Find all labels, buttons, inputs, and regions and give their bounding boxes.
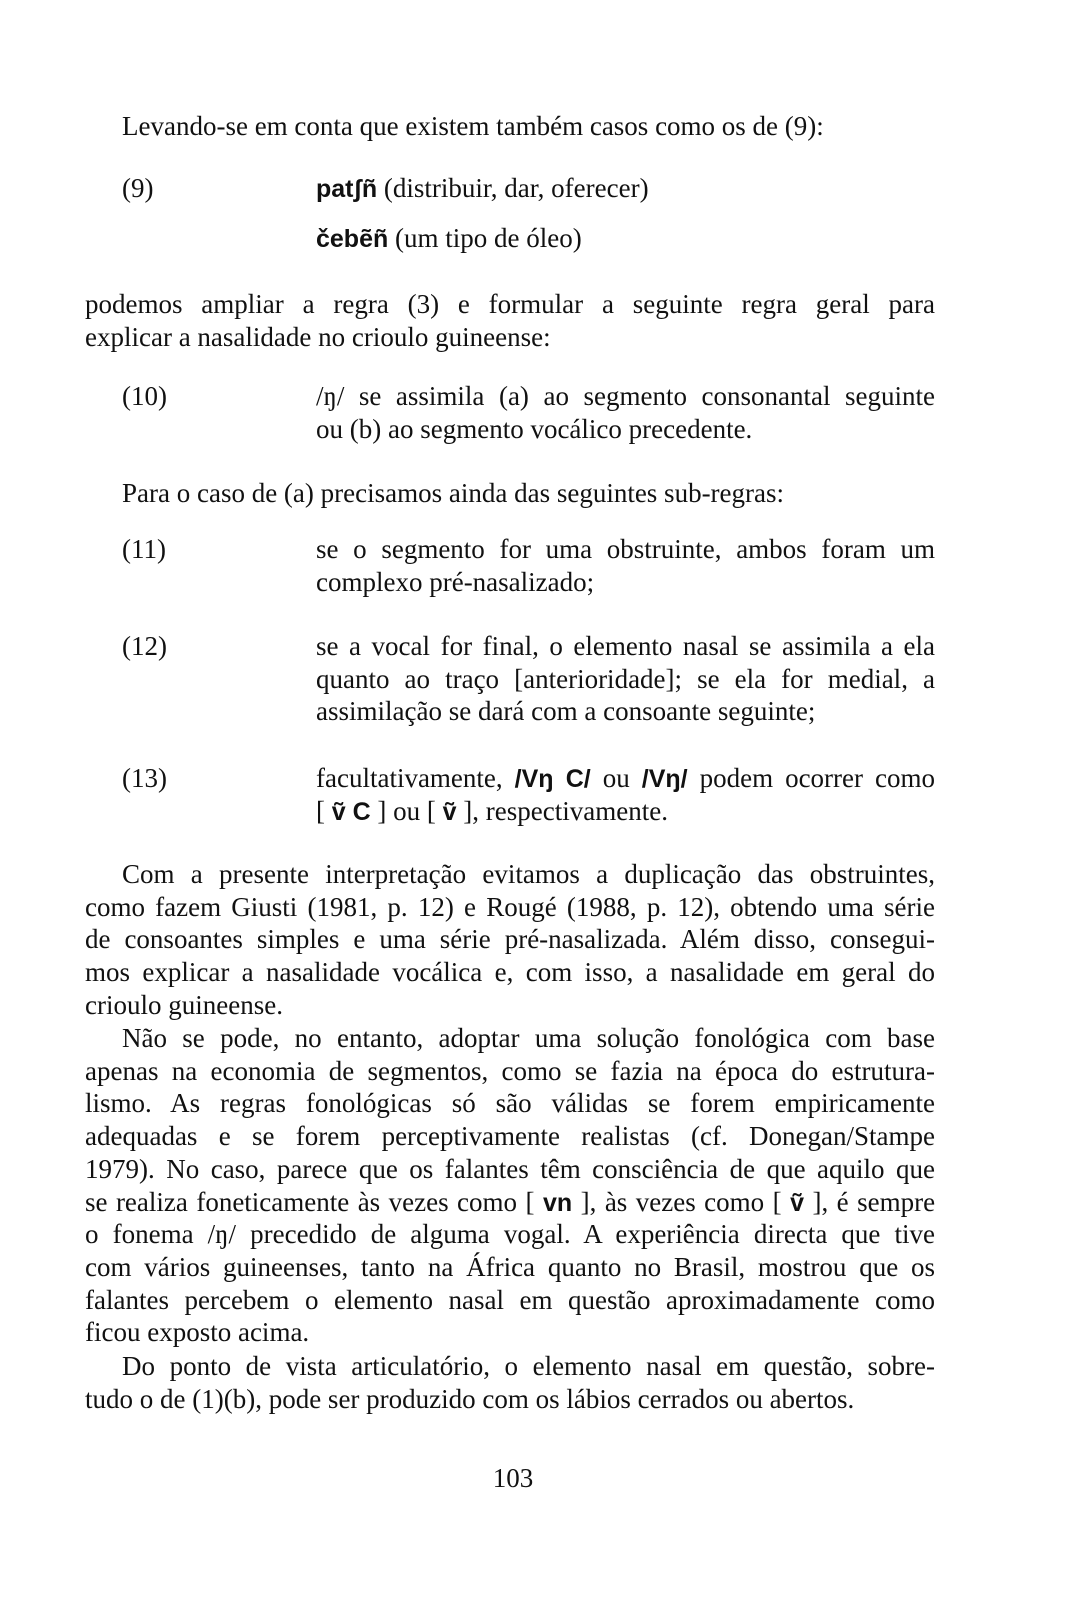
paragraph-line bbox=[85, 1284, 935, 1316]
paragraph-line bbox=[85, 1316, 935, 1348]
paragraph-line bbox=[122, 1022, 935, 1054]
text-segment: ] ou [ bbox=[377, 795, 436, 826]
text-segment: explicar a nasalidade no crioulo guineense: bbox=[85, 321, 551, 352]
text-segment: lismo. As regras fonológicas só são válidas se forem empiricamente bbox=[85, 1088, 935, 1119]
example-line bbox=[316, 380, 935, 412]
paragraph-line bbox=[85, 321, 935, 353]
paragraph-line bbox=[85, 923, 935, 955]
paragraph-line bbox=[85, 1186, 935, 1218]
paragraph-line bbox=[85, 1153, 935, 1185]
phonetic-form: ṽ bbox=[790, 1188, 804, 1217]
phonetic-form: /Vŋ/ bbox=[641, 765, 688, 793]
phonetic-form: /Vŋ C/ bbox=[514, 765, 591, 793]
paragraph-line bbox=[122, 1350, 935, 1382]
text-segment: (distribuir, dar, oferecer) bbox=[383, 173, 649, 203]
text-segment: tudo o de (1)(b), pode ser produzido com os lábios cerrados ou abertos. bbox=[85, 1383, 855, 1414]
text-segment: [ bbox=[316, 795, 325, 826]
phonetic-form: ṽ bbox=[442, 797, 457, 826]
text-segment: Para o caso de (a) precisamos ainda das seguintes sub-regras: bbox=[122, 478, 785, 508]
text-segment: facultativamente, bbox=[316, 763, 515, 793]
text-segment: Do ponto de vista articulatório, o elemento nasal em questão, sobre- bbox=[122, 1351, 935, 1381]
paragraph-line bbox=[85, 1055, 935, 1087]
paragraph-line bbox=[85, 288, 935, 320]
example-number: (11) bbox=[122, 534, 166, 564]
text-segment: ou bbox=[602, 763, 642, 793]
text-segment: falantes percebem o elemento nasal em questão aproximadamente como bbox=[85, 1284, 935, 1315]
phonetic-form: ṽ C bbox=[331, 797, 371, 826]
paragraph-line bbox=[85, 956, 935, 988]
phonetic-form: čebẽñ bbox=[316, 225, 389, 253]
text-segment: Levando-se em conta que existem também casos como os de (9): bbox=[122, 111, 824, 141]
example-line bbox=[316, 413, 935, 445]
example-number: (10) bbox=[122, 381, 167, 411]
example-line bbox=[316, 762, 935, 794]
text-segment: crioulo guineense. bbox=[85, 989, 283, 1020]
paragraph-line bbox=[85, 1087, 935, 1119]
paragraph-line bbox=[85, 989, 935, 1021]
example-number: (12) bbox=[122, 631, 167, 661]
text-segment: se o segmento for uma obstruinte, ambos foram um bbox=[316, 534, 935, 564]
example-line bbox=[316, 695, 935, 727]
paragraph-line bbox=[85, 1383, 935, 1415]
text-segment: podem ocorrer como bbox=[699, 763, 936, 793]
phonetic-form: vn bbox=[542, 1188, 573, 1217]
paragraph-line bbox=[85, 1218, 935, 1250]
text-segment: de consoantes simples e uma série pré-nasalizada. Além disso, consegui- bbox=[85, 924, 935, 955]
text-segment: com vários guineenses, tanto na África quanto no Brasil, mostrou que os bbox=[85, 1251, 935, 1282]
text-segment: ], às vezes como [ bbox=[580, 1186, 782, 1217]
text-segment: apenas na economia de segmentos, como se fazia na época do estrutura- bbox=[85, 1055, 935, 1086]
paragraph-line bbox=[122, 477, 922, 509]
phonetic-form: patʃñ bbox=[316, 175, 378, 203]
text-segment: adequadas e se forem perceptivamente realistas (cf. Donegan/Stampe bbox=[85, 1121, 935, 1152]
example-line bbox=[316, 222, 935, 254]
paragraph-line bbox=[122, 110, 922, 142]
example-line bbox=[316, 630, 935, 662]
text-segment: podemos ampliar a regra (3) e formular a seguinte regra geral para bbox=[85, 289, 935, 319]
text-segment: ], respectivamente. bbox=[463, 795, 668, 826]
text-segment: como fazem Giusti (1981, p. 12) e Rougé (1988, p. 12), obtendo uma série bbox=[85, 891, 935, 922]
text-segment: ou (b) ao segmento vocálico precedente. bbox=[316, 413, 753, 444]
text-segment: complexo pré-nasalizado; bbox=[316, 566, 595, 597]
example-line bbox=[316, 663, 935, 695]
paragraph-line bbox=[122, 858, 935, 890]
text-segment: ficou exposto acima. bbox=[85, 1317, 310, 1348]
paragraph-line bbox=[85, 1120, 935, 1152]
example-line bbox=[316, 172, 935, 204]
example-line bbox=[316, 533, 935, 565]
paragraph-line bbox=[85, 1251, 935, 1283]
page-number: 103 bbox=[492, 1463, 534, 1493]
text-segment: se a vocal for final, o elemento nasal se assimila a ela bbox=[316, 631, 935, 661]
text-segment: /ŋ/ se assimila (a) ao segmento consonantal seguinte bbox=[316, 381, 935, 411]
text-segment: (um tipo de óleo) bbox=[395, 223, 582, 253]
example-line bbox=[316, 566, 935, 598]
example-number: (13) bbox=[122, 763, 167, 793]
text-segment: Com a presente interpretação evitamos a duplicação das obstruintes, bbox=[122, 859, 935, 889]
text-segment: 1979). No caso, parece que os falantes têm consciência de que aquilo que bbox=[85, 1153, 935, 1184]
example-number: (9) bbox=[122, 173, 154, 203]
text-segment: se realiza foneticamente às vezes como [ bbox=[85, 1186, 535, 1217]
paragraph-line bbox=[85, 891, 935, 923]
text-segment: quanto ao traço [anterioridade]; se ela for medial, a bbox=[316, 663, 935, 694]
text-segment: o fonema /ŋ/ precedido de alguma vogal. A experiência directa que tive bbox=[85, 1219, 935, 1250]
text-segment: mos explicar a nasalidade vocálica e, com isso, a nasalidade em geral do bbox=[85, 957, 935, 988]
example-line bbox=[316, 795, 935, 827]
text-segment: Não se pode, no entanto, adoptar uma solução fonológica com base bbox=[122, 1023, 935, 1053]
text-segment: ], é sempre bbox=[812, 1186, 936, 1217]
text-segment: assimilação se dará com a consoante seguinte; bbox=[316, 696, 816, 727]
